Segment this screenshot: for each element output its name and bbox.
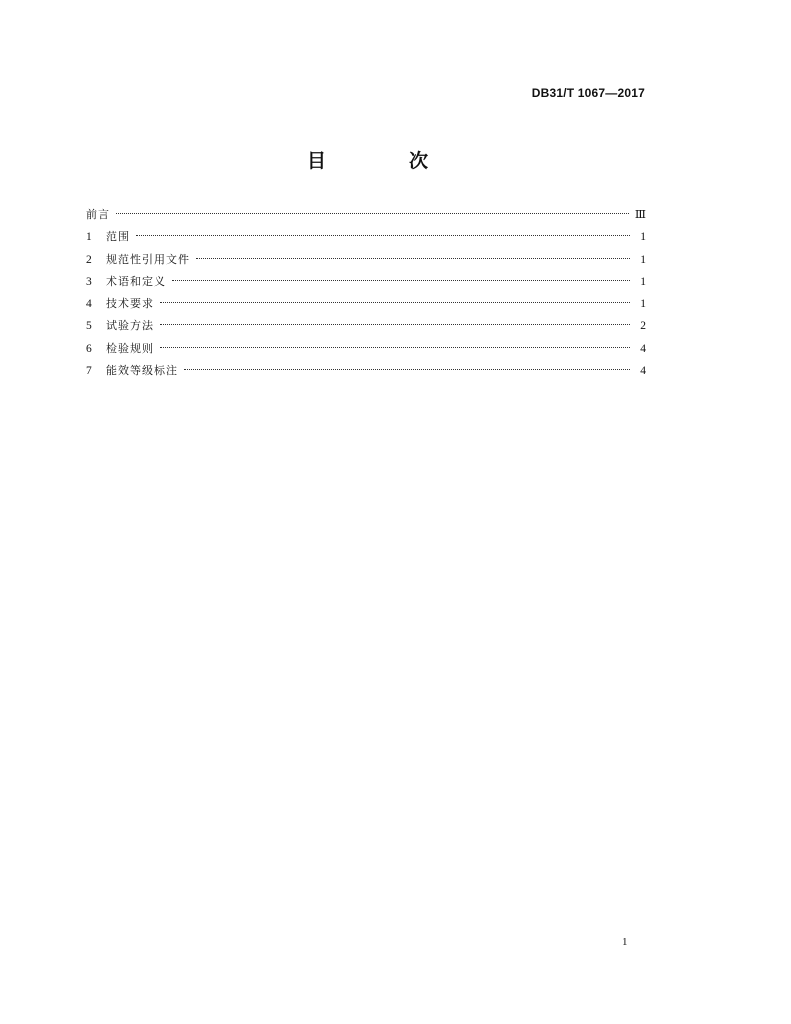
- toc-entry-number: 1: [86, 231, 92, 244]
- toc-dot-leader: [172, 280, 630, 281]
- toc-entry-number: 6: [86, 342, 92, 355]
- toc-entry-test-methods[interactable]: [86, 315, 646, 337]
- toc-entry-page: 1: [640, 275, 646, 288]
- toc-entry-number: 7: [86, 365, 92, 378]
- standard-code: DB31/T 1067—2017: [531, 86, 645, 100]
- toc-entry-technical-requirements[interactable]: [86, 293, 646, 315]
- page-number: 1: [622, 936, 628, 948]
- toc-entry-page: 4: [640, 365, 646, 378]
- toc-entry-number: 5: [86, 320, 92, 333]
- toc-entry-page: 4: [640, 342, 646, 355]
- toc-entry-foreword[interactable]: [86, 204, 646, 226]
- toc-entry-scope[interactable]: [86, 226, 646, 248]
- toc-entry-terms-definitions[interactable]: [86, 271, 646, 293]
- toc-dot-leader: [160, 347, 630, 348]
- toc-entry-page: 2: [640, 320, 646, 333]
- toc-entry-number: 4: [86, 298, 92, 311]
- toc-entry-page: 1: [640, 231, 646, 244]
- toc-dot-leader: [196, 258, 630, 259]
- toc-entry-page: Ⅲ: [634, 209, 646, 221]
- toc-dot-leader: [116, 213, 629, 214]
- toc-entry-label: 范围: [106, 230, 130, 244]
- toc-entry-page: 1: [640, 253, 646, 266]
- toc-entry-label: 检验规则: [106, 341, 154, 355]
- toc-entry-label: 前言: [86, 208, 110, 221]
- toc-entry-label: 试验方法: [106, 319, 154, 333]
- toc-entry-label: 能效等级标注: [106, 364, 178, 378]
- toc-entry-label: 技术要求: [106, 297, 154, 311]
- page-title: 目 次: [306, 150, 460, 172]
- toc-entry-page: 1: [640, 298, 646, 311]
- toc-dot-leader: [160, 302, 630, 303]
- toc-entry-number: 3: [86, 275, 92, 288]
- toc-entry-inspection-rules[interactable]: [86, 338, 646, 360]
- toc-entry-number: 2: [86, 253, 92, 266]
- toc-entry-normative-references[interactable]: [86, 249, 646, 271]
- toc-dot-leader: [160, 324, 630, 325]
- table-of-contents: [86, 204, 646, 382]
- toc-entry-label: 术语和定义: [106, 274, 166, 288]
- toc-dot-leader: [136, 235, 630, 236]
- toc-entry-label: 规范性引用文件: [106, 252, 190, 266]
- toc-dot-leader: [184, 369, 630, 370]
- toc-entry-energy-efficiency-labeling[interactable]: [86, 360, 646, 382]
